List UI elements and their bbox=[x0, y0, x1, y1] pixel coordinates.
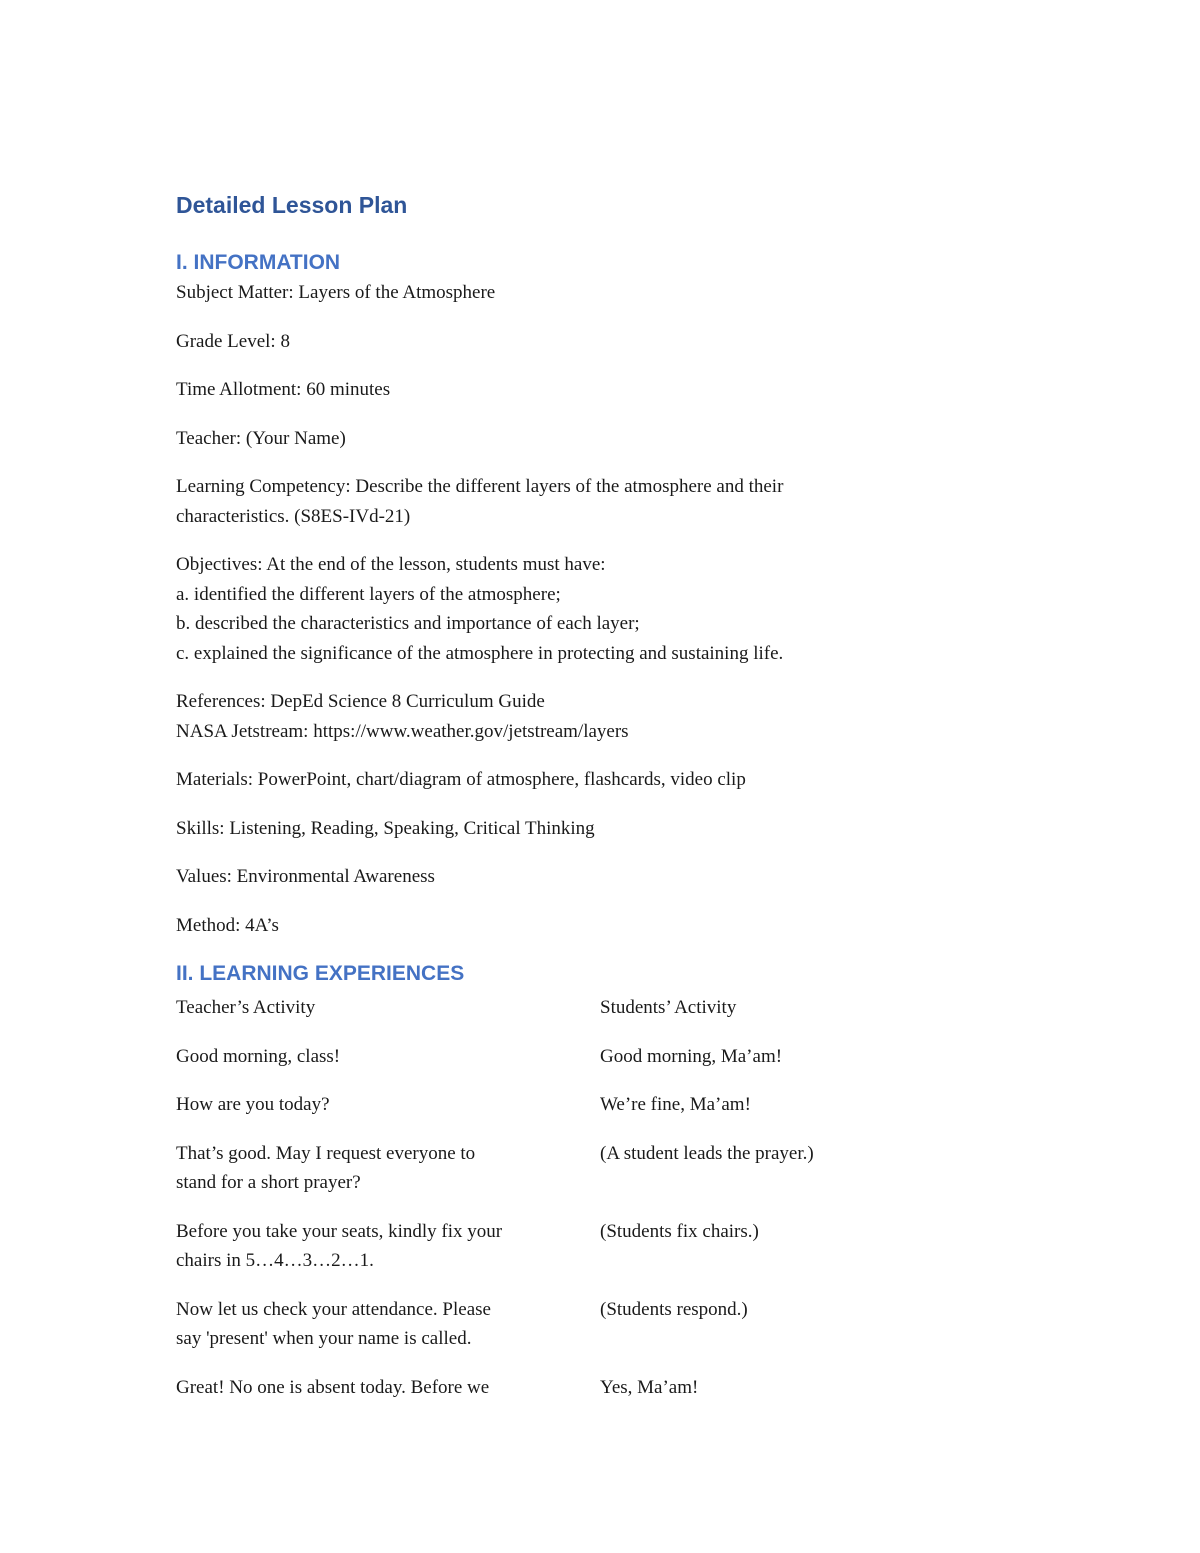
teacher-line: chairs in 5…4…3…2…1. bbox=[176, 1250, 374, 1271]
teacher-line: stand for a short prayer? bbox=[176, 1172, 361, 1193]
subject-matter: Subject Matter: Layers of the Atmosphere bbox=[176, 282, 496, 303]
table-row bbox=[176, 1139, 936, 1217]
section-heading-information: I. INFORMATION bbox=[176, 251, 341, 274]
student-line: (Students fix chairs.) bbox=[600, 1220, 759, 1242]
student-activity-cell bbox=[600, 1090, 936, 1139]
teacher-activity-cell bbox=[176, 1295, 600, 1373]
activity-table bbox=[176, 993, 936, 1421]
values: Values: Environmental Awareness bbox=[176, 866, 435, 887]
teacher-line: Now let us check your attendance. Please bbox=[176, 1298, 491, 1320]
table-row bbox=[176, 1373, 936, 1422]
teacher-activity-cell bbox=[176, 1373, 600, 1422]
objective-item: b. described the characteristics and importance of each layer; bbox=[176, 613, 640, 634]
student-line: (Students respond.) bbox=[600, 1298, 748, 1320]
student-line: Good morning, Ma’am! bbox=[600, 1045, 783, 1067]
materials: Materials: PowerPoint, chart/diagram of atmosphere, flashcards, video clip bbox=[176, 769, 746, 790]
table-row bbox=[176, 1090, 936, 1139]
section-heading-learning-experiences: II. LEARNING EXPERIENCES bbox=[176, 962, 465, 985]
table-header-row bbox=[176, 993, 936, 1042]
document-title: Detailed Lesson Plan bbox=[176, 192, 408, 218]
time-allotment: Time Allotment: 60 minutes bbox=[176, 379, 391, 400]
student-activity-cell bbox=[600, 1373, 936, 1422]
student-line: We’re fine, Ma’am! bbox=[600, 1094, 751, 1115]
student-activity-cell bbox=[600, 1042, 936, 1091]
students-activity-header: Students’ Activity bbox=[600, 997, 737, 1018]
document-page bbox=[176, 188, 936, 1421]
learning-competency-line: characteristics. (S8ES-IVd-21) bbox=[176, 505, 411, 527]
objectives bbox=[176, 550, 936, 668]
grade-level: Grade Level: 8 bbox=[176, 330, 290, 352]
table-row bbox=[176, 1217, 936, 1295]
teacher-line: Good morning, class! bbox=[176, 1045, 341, 1067]
objectives-intro: Objectives: At the end of the lesson, students must have: bbox=[176, 554, 606, 575]
information-section bbox=[176, 278, 936, 940]
teacher-activity-cell bbox=[176, 1217, 600, 1295]
student-activity-cell bbox=[600, 1217, 936, 1295]
teacher-line: Great! No one is absent today. Before we bbox=[176, 1376, 490, 1398]
learning-competency-line: Learning Competency: Describe the different layers of the atmosphere and their bbox=[176, 476, 784, 497]
student-line: (A student leads the prayer.) bbox=[600, 1142, 814, 1164]
teacher-line: That’s good. May I request everyone to bbox=[176, 1142, 476, 1164]
reference-item: References: DepEd Science 8 Curriculum Guide bbox=[176, 691, 545, 712]
teacher-line: Before you take your seats, kindly fix your bbox=[176, 1220, 503, 1242]
student-activity-cell bbox=[600, 1295, 936, 1373]
reference-item: NASA Jetstream: https://www.weather.gov/jetstream/layers bbox=[176, 720, 629, 742]
student-line: Yes, Ma’am! bbox=[600, 1376, 699, 1398]
table-row bbox=[176, 1042, 936, 1091]
objective-item: c. explained the significance of the atmosphere in protecting and sustaining life. bbox=[176, 642, 784, 664]
teacher-line: say 'present' when your name is called. bbox=[176, 1328, 472, 1349]
learning-competency bbox=[176, 472, 936, 531]
skills: Skills: Listening, Reading, Speaking, Critical Thinking bbox=[176, 817, 595, 839]
teacher-activity-cell bbox=[176, 1090, 600, 1139]
teacher-line: How are you today? bbox=[176, 1094, 330, 1115]
teacher-activity-cell bbox=[176, 1139, 600, 1217]
objective-item: a. identified the different layers of the atmosphere; bbox=[176, 583, 561, 605]
student-activity-cell bbox=[600, 1139, 936, 1217]
teacher-activity-header: Teacher’s Activity bbox=[176, 997, 316, 1018]
teacher-activity-cell bbox=[176, 1042, 600, 1091]
teacher-name: Teacher: (Your Name) bbox=[176, 427, 346, 449]
method: Method: 4A’s bbox=[176, 914, 279, 936]
table-row bbox=[176, 1295, 936, 1373]
references bbox=[176, 687, 936, 746]
